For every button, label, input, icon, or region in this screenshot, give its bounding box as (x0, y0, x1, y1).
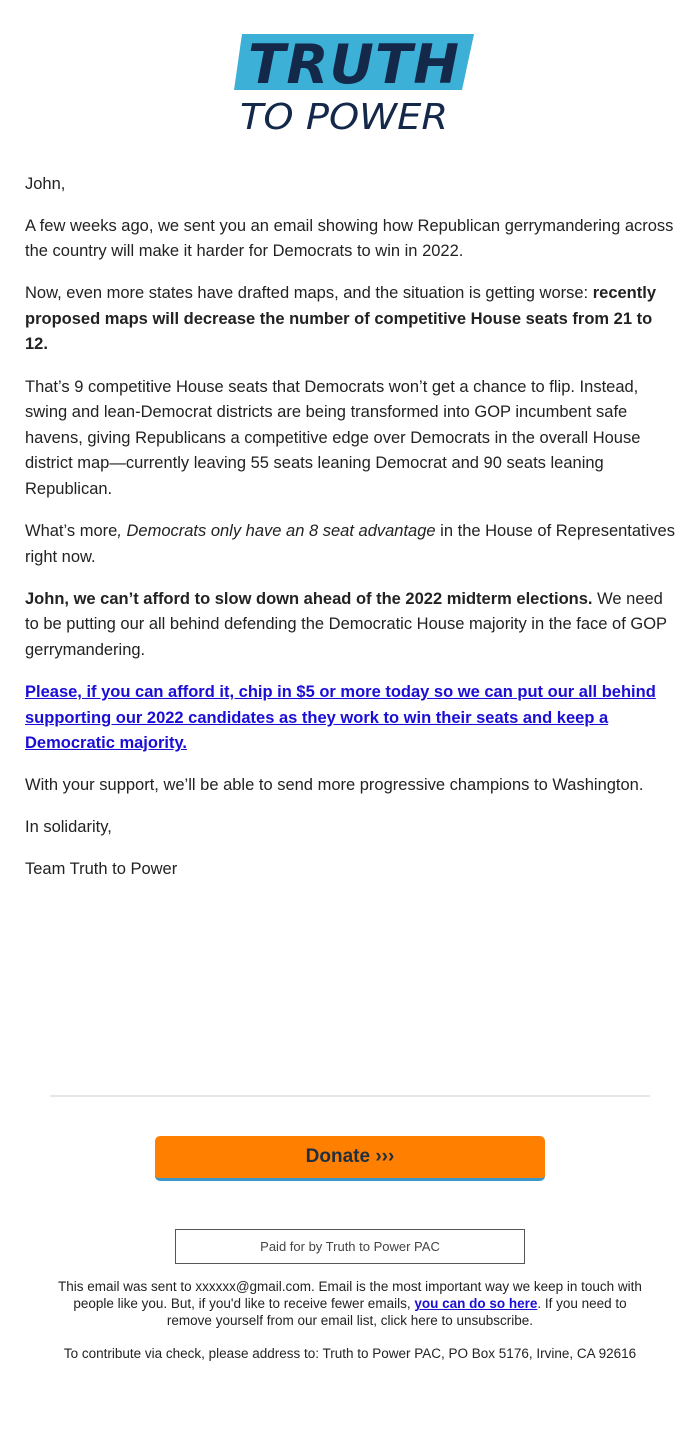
paragraph-6: With your support, we’ll be able to send more progressive champions to Washington. (25, 776, 644, 795)
footer-text-part2: . If you need to remove yourself from our email list, click here to unsubscribe. (166, 1296, 627, 1328)
divider (50, 1095, 650, 1097)
paid-for-disclaimer: Paid for by Truth to Power PAC (175, 1229, 525, 1264)
logo-graphic (230, 30, 480, 134)
paragraph-2-intro: Now, even more states have drafted maps, and the situation is getting worse: (25, 284, 593, 303)
truth-to-power-logo (230, 30, 480, 134)
paragraph-5-rest: We need to be putting our all behind defending the Democratic House majority in the face of GOP gerrymandering. (25, 589, 667, 659)
logo-line2: TO POWER (240, 97, 448, 134)
paragraph-2-bold: recently proposed maps will decrease the number of competitive House seats from 21 to 12. (25, 284, 657, 354)
email-body (25, 172, 677, 900)
greeting: John, (25, 175, 66, 193)
paragraph-4-rest: in the House of Representatives right now. (25, 522, 675, 566)
paragraph-2 (25, 281, 677, 358)
paragraph-5-bold: John, we can’t afford to slow down ahead of the 2022 midterm elections. (25, 589, 593, 608)
donate-cta-link[interactable]: Please, if you can afford it, chip in $5 or more today so we can put our all behind supporting our 2022 candidates as they work to win their seats and keep a Democratic majority. (25, 683, 656, 753)
check-address: To contribute via check, please address to: Truth to Power PAC, PO Box 5176, Irvine, CA 92616 (63, 1346, 637, 1361)
fewer-emails-link[interactable]: you can do so here (414, 1296, 538, 1311)
paragraph-4-italic: , Democrats only have an 8 seat advantage (117, 522, 436, 541)
footer-unsubscribe-text (50, 1278, 650, 1329)
footer-text-part1: This email was sent to xxxxxx@gmail.com. Email is the most important way we keep in touch with people like you. But, if you'd like to receive fewer emails, (58, 1279, 642, 1311)
logo-line1: TRUTH (248, 33, 460, 96)
donate-button[interactable]: Donate ››› (155, 1136, 545, 1181)
paragraph-4-intro: What’s more (25, 522, 118, 541)
paragraph-1: A few weeks ago, we sent you an email showing how Republican gerrymandering across the country will make it harder for Democrats to win in 2022. (25, 216, 674, 261)
paragraph-4 (25, 519, 677, 570)
signoff: In solidarity, (25, 818, 112, 837)
paragraph-3: That’s 9 competitive House seats that Democrats won’t get a chance to flip. Instead, swing and lean-Democrat districts are being transformed into GOP incumbent safe havens, giving Republicans a competitive edge over Democrats in the overall House district map—currently leaving 55 seats leaning Democrat and 90 seats leaning Republican. (25, 377, 641, 498)
cta-paragraph (25, 680, 677, 757)
signature: Team Truth to Power (25, 860, 178, 879)
paragraph-5 (25, 587, 677, 664)
